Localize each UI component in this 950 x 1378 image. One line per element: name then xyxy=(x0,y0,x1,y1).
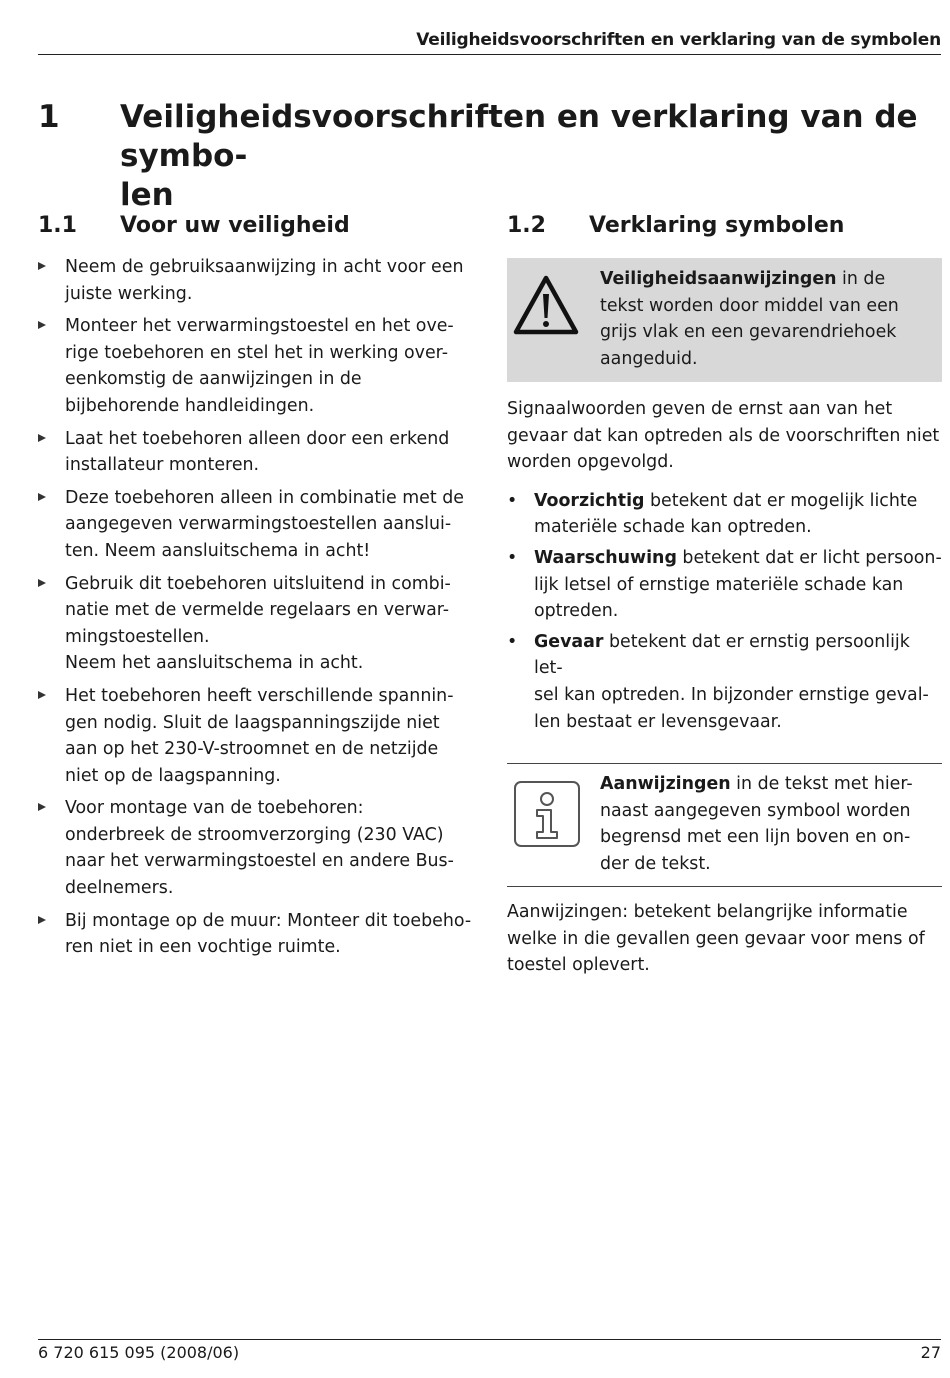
list-item xyxy=(507,629,942,735)
signal-word-description: betekent dat er mogelijk lichte materiële schade kan optreden. xyxy=(534,490,918,538)
signal-words-intro: Signaalwoorden geven de ernst aan van het gevaar dat kan optreden als de voorschriften niet worden opgevolgd. xyxy=(507,399,940,473)
list-item-text: Voor montage van de toebehoren: onderbreek de stroomverzorging (230 VAC) naar het verwarmingstoestel en andere Bus- deelnemers. xyxy=(65,798,454,899)
arrow-bullet-icon xyxy=(38,916,46,924)
warning-triangle-icon xyxy=(512,274,580,340)
section-number: 1.1 xyxy=(38,213,77,238)
list-item xyxy=(38,254,474,307)
dot-bullet-icon: • xyxy=(507,631,518,652)
section-1-1-heading xyxy=(38,210,474,244)
list-item-text: Monteer het verwarmingstoestel en het ove- rige toebehoren en stel het in werking over- eenkomstig de aanwijzingen in de bijbehorende handleidingen. xyxy=(65,316,454,416)
section-number: 1.2 xyxy=(507,213,546,238)
warning-box-term: Veiligheidsaanwijzingen xyxy=(600,269,837,289)
running-header: Veiligheidsvoorschriften en verklaring van de symbolen xyxy=(416,30,941,50)
section-1-2-heading xyxy=(507,210,942,244)
document-number: 6 720 615 095 (2008/06) xyxy=(38,1343,240,1362)
list-item-text: Laat het toebehoren alleen door een erkend installateur monteren. xyxy=(65,428,450,476)
arrow-bullet-icon xyxy=(38,321,46,329)
list-item xyxy=(38,795,474,901)
list-item-text: Het toebehoren heeft verschillende spannin- gen nodig. Sluit de laagspanningszijde niet aan op het 230-V-stroomnet en de netzijde niet op de laagspanning. xyxy=(65,685,454,786)
safety-instructions-list xyxy=(38,254,474,961)
signal-word: Voorzichtig xyxy=(534,490,645,511)
list-item-text: Neem de gebruiksaanwijzing in acht voor een juiste werking. xyxy=(65,257,464,304)
list-item xyxy=(507,488,942,541)
list-item-text: Bij montage op de muur: Monteer dit toebeho- ren niet in een vochtige ruimte. xyxy=(65,910,472,958)
list-item xyxy=(38,571,474,677)
info-note-box xyxy=(507,763,942,887)
page-number: 27 xyxy=(920,1343,941,1362)
list-item xyxy=(38,485,474,565)
safety-warning-box xyxy=(507,258,942,382)
arrow-bullet-icon xyxy=(38,691,46,699)
section-title: Voor uw veiligheid xyxy=(120,213,350,238)
arrow-bullet-icon xyxy=(38,803,46,811)
chapter-title: Veiligheidsvoorschriften en verklaring van de symbo- len xyxy=(120,99,918,213)
list-item xyxy=(38,426,474,479)
list-item-text: Deze toebehoren alleen in combinatie met de aangegeven verwarmingstoestellen aanslui- ten. Neem aansluitschema in acht! xyxy=(65,487,464,561)
signal-word: Waarschuwing xyxy=(534,547,677,568)
list-item xyxy=(38,908,474,961)
note-paragraph: Aanwijzingen: betekent belangrijke informatie welke in die gevallen geen gevaar voor mens of toestel oplevert. xyxy=(507,902,925,976)
arrow-bullet-icon xyxy=(38,262,46,270)
section-1-1 xyxy=(38,210,474,967)
signal-word-description: betekent dat er licht persoon- lijk letsel of ernstige materiële schade kan optreden. xyxy=(534,547,942,622)
section-1-2 xyxy=(507,210,942,979)
chapter-number: 1 xyxy=(38,99,60,135)
list-item xyxy=(38,313,474,419)
list-item xyxy=(507,545,942,625)
signal-words-list xyxy=(507,488,942,735)
list-item xyxy=(38,683,474,789)
list-item-text: Gebruik dit toebehoren uitsluitend in combi- natie met de vermelde regelaars en verwar- mingstoestellen. Neem het aansluitschema in acht. xyxy=(65,573,451,674)
header-rule xyxy=(38,54,941,55)
note-box-term: Aanwijzingen xyxy=(600,774,731,795)
arrow-bullet-icon xyxy=(38,579,46,587)
footer-rule xyxy=(38,1339,941,1340)
chapter-heading xyxy=(38,98,943,215)
section-title: Verklaring symbolen xyxy=(589,213,845,238)
warning-box-description: in de tekst worden door middel van een grijs vlak en een gevarendriehoek aangeduid. xyxy=(600,269,899,369)
arrow-bullet-icon xyxy=(38,434,46,442)
arrow-bullet-icon xyxy=(38,493,46,501)
signal-word: Gevaar xyxy=(534,631,604,652)
dot-bullet-icon: • xyxy=(507,547,518,568)
signal-word-description: betekent dat er ernstig persoonlijk let- sel kan optreden. In bijzonder ernstige geval- len bestaat er levensgevaar. xyxy=(534,631,929,732)
note-box-description: in de tekst met hier- naast aangegeven symbool worden begrensd met een lijn boven en on- der de tekst. xyxy=(600,774,913,874)
warning-box-text xyxy=(600,266,934,372)
dot-bullet-icon: • xyxy=(507,490,518,511)
note-box-text xyxy=(600,771,934,877)
info-icon xyxy=(513,780,581,852)
